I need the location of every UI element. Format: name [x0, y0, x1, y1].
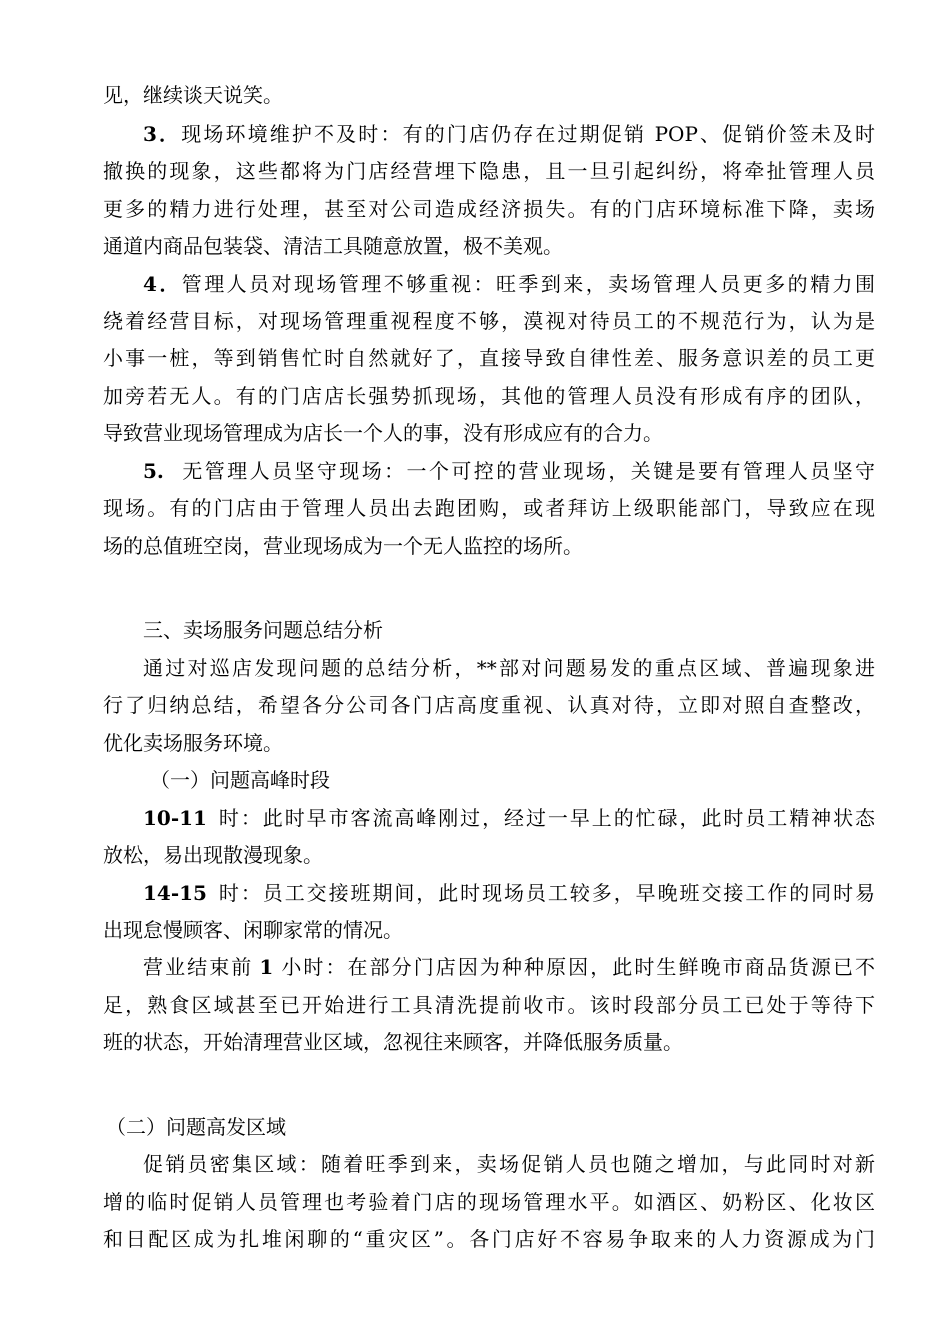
- item-5-line-3: 场的总值班空岗，营业现场成为一个无人监控的场所。: [103, 534, 583, 558]
- intro-line-3: 优化卖场服务环境。: [103, 731, 283, 755]
- item-4-line-1: [143, 274, 875, 296]
- section-heading: 三、卖场服务问题总结分析: [143, 618, 383, 642]
- area-line-3: 和日配区成为扎堆闲聊的“重灾区”。各门店好不容易争取来的人力资源成为门: [103, 1227, 875, 1251]
- item-4-line-3: 小事一桩，等到销售忙时自然就好了，直接导致自律性差、服务意识差的员工更: [103, 346, 875, 370]
- item-3-line-1: [143, 124, 875, 146]
- item-5-line-2: 现场。有的门店由于管理人员出去跑团购，或者拜访上级职能部门，导致应在现: [103, 496, 875, 520]
- text-line: 管理人员对现场管理不够重视：旺季到来，卖场管理人员更多的精力围: [181, 272, 875, 296]
- time-before-close-line-1: [143, 957, 875, 979]
- text-line: 时：此时早市客流高峰刚过，经过一早上的忙碌，此时员工精神状态: [216, 806, 875, 830]
- item-number: 4．: [143, 272, 182, 296]
- paragraph-continuation: [103, 85, 283, 107]
- text-line: 现场环境维护不及时：有的门店仍存在过期促销 POP、促销价签未及时: [181, 122, 876, 146]
- item-4-line-2: 绕着经营目标，对现场管理重视程度不够，漠视对待员工的不规范行为，认为是: [103, 309, 875, 333]
- time-before-close-line-2: 足，熟食区域甚至已开始进行工具清洗提前收市。该时段部分员工已处于等待下: [103, 993, 875, 1017]
- item-3-line-2: 撤换的现象，这些都将为门店经营埋下隐患，且一旦引起纠纷，将牵扯管理人员: [103, 159, 875, 183]
- item-5-line-1: [143, 461, 875, 483]
- time-14-15-line-1: [143, 883, 875, 905]
- item-4-line-5: 导致营业现场管理成为店长一个人的事，没有形成应有的合力。: [103, 421, 663, 445]
- area-line-1: 促销员密集区域：随着旺季到来，卖场促销人员也随之增加，与此同时对新: [143, 1152, 875, 1176]
- text-line: 小时：在部分门店因为种种原因，此时生鲜晚市商品货源已不: [279, 955, 876, 979]
- hour-count: 1: [259, 955, 274, 979]
- subheading-peak-times: （一）问题高峰时段: [150, 768, 330, 792]
- time-10-11-line-1: [143, 808, 875, 830]
- item-number: 5.: [143, 459, 164, 483]
- intro-line-1: 通过对巡店发现问题的总结分析，**部对问题易发的重点区域、普遍现象进: [143, 656, 875, 680]
- item-3-line-3: 更多的精力进行处理，甚至对公司造成经济损失。有的门店环境标准下降，卖场: [103, 197, 875, 221]
- item-3-line-4: 通道内商品包装袋、清洁工具随意放置，极不美观。: [103, 234, 563, 258]
- text-line: 无管理人员坚守现场：一个可控的营业现场，关键是要有管理人员坚守: [179, 459, 875, 483]
- time-range: 14-15: [143, 881, 207, 905]
- text-prefix: 营业结束前: [143, 955, 254, 979]
- time-10-11-line-2: 放松，易出现散漫现象。: [103, 843, 323, 867]
- item-4-line-4: 加旁若无人。有的门店店长强势抓现场，其他的管理人员没有形成有序的团队，: [103, 384, 875, 408]
- intro-line-2: 行了归纳总结，希望各分公司各门店高度重视、认真对待，立即对照自查整改，: [103, 693, 875, 717]
- area-line-2: 增的临时促销人员管理也考验着门店的现场管理水平。如酒区、奶粉区、化妆区: [103, 1190, 875, 1214]
- time-before-close-line-3: 班的状态，开始清理营业区域，忽视往来顾客，并降低服务质量。: [103, 1030, 683, 1054]
- text-line: 时：员工交接班期间，此时现场员工较多，早晚班交接工作的同时易: [216, 881, 875, 905]
- item-number: 3．: [143, 122, 182, 146]
- time-range: 10-11: [143, 806, 207, 830]
- subheading-problem-areas: （二）问题高发区域: [106, 1115, 286, 1139]
- time-14-15-line-2: 出现怠慢顾客、闲聊家常的情况。: [103, 918, 403, 942]
- text-line: 见，继续谈天说笑。: [103, 83, 283, 107]
